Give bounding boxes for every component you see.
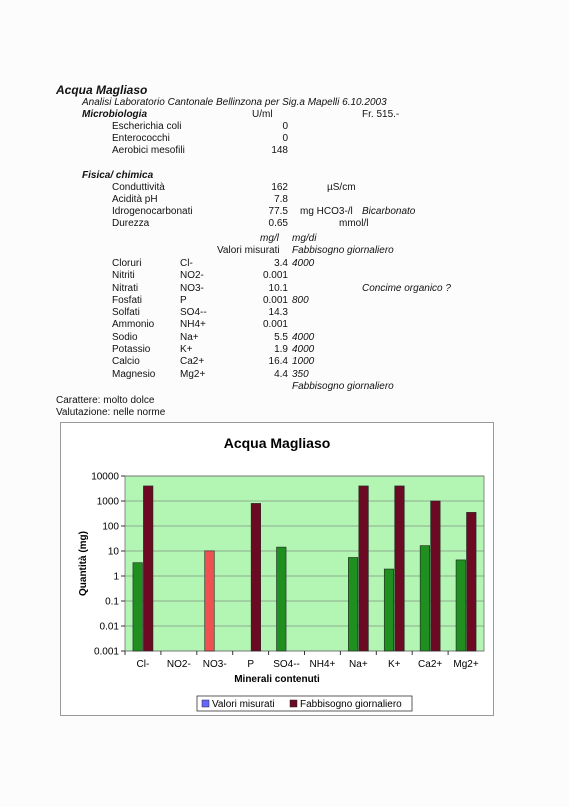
- x-axis-label: Minerali contenuti: [234, 674, 320, 685]
- x-tick-label: P: [247, 659, 254, 670]
- micro-row-name: Enterococchi: [112, 133, 170, 144]
- y-tick-label: 10000: [91, 471, 119, 483]
- ion-name: Solfati: [112, 307, 140, 318]
- ion-need: 4000: [292, 344, 315, 355]
- ion-symbol: SO4--: [180, 307, 207, 318]
- ion-symbol: P: [180, 295, 187, 306]
- fisica-row-note: Bicarbonato: [362, 206, 416, 217]
- price-label: Fr. 515.-: [362, 109, 400, 120]
- fisica-row-unit: mg HCO3-/l: [300, 206, 353, 217]
- y-tick-label: 1000: [96, 496, 119, 508]
- ion-need: 350: [292, 369, 309, 380]
- micro-row-value: 148: [271, 145, 288, 156]
- micro-row-value: 0: [282, 121, 288, 132]
- ion-name: Cloruri: [112, 258, 142, 269]
- y-tick-label: 10: [107, 546, 119, 558]
- bar-need: [143, 486, 153, 651]
- y-tick-label: 1: [113, 571, 119, 583]
- micro-row-value: 0: [282, 133, 288, 144]
- bar-measured: [133, 563, 143, 651]
- x-tick-label: NO2-: [166, 659, 191, 670]
- ion-name: Sodio: [112, 332, 138, 343]
- bar-measured: [205, 551, 215, 651]
- document-subtitle: Analisi Laboratorio Cantonale Bellinzona per Sig.a Mapelli 6.10.2003: [82, 97, 387, 108]
- plot-area: [125, 476, 484, 651]
- ion-name: Ammonio: [112, 319, 155, 330]
- chart-title: Acqua Magliaso: [223, 435, 331, 451]
- x-tick-label: Na+: [349, 659, 368, 670]
- fisica-row-unit: µS/cm: [327, 182, 356, 193]
- ion-need: 1000: [292, 356, 315, 367]
- fisica-row-name: Acidità pH: [112, 194, 158, 205]
- ion-symbol: Ca2+: [180, 356, 205, 367]
- bar-measured: [420, 546, 430, 651]
- legend-label-need: Fabbisogno giornaliero: [300, 699, 402, 710]
- micro-unit: U/ml: [252, 109, 273, 120]
- bar-measured: [277, 547, 287, 651]
- ion-symbol: NO3-: [180, 283, 204, 294]
- bar-need: [359, 486, 369, 651]
- x-tick-label: NO3-: [202, 659, 227, 670]
- bar-need: [395, 486, 405, 651]
- micro-row-name: Aerobici mesofili: [112, 145, 185, 156]
- ion-symbol: Na+: [180, 332, 199, 343]
- bar-measured: [348, 557, 358, 651]
- x-tick-label: SO4--: [273, 659, 300, 670]
- x-tick-label: NH4+: [309, 659, 336, 670]
- x-tick-label: Mg2+: [453, 659, 479, 670]
- fisica-row-unit: mmol/l: [339, 218, 369, 229]
- footer-need-label: Fabbisogno giornaliero: [292, 381, 394, 392]
- ion-symbol: Cl-: [180, 258, 193, 269]
- ion-name: Nitrati: [112, 283, 139, 294]
- fisica-row-value: 77.5: [268, 206, 288, 217]
- ion-name: Nitriti: [112, 270, 135, 281]
- x-tick-label: Ca2+: [418, 659, 443, 670]
- ion-symbol: Mg2+: [180, 369, 206, 380]
- bar-chart: [61, 423, 493, 715]
- fisica-row-name: Durezza: [112, 218, 150, 229]
- ion-value: 0.001: [262, 270, 288, 281]
- fisica-row-name: Conduttività: [112, 182, 165, 193]
- chart-container: [60, 422, 494, 716]
- legend-swatch-measured: [202, 700, 209, 707]
- fisica-row-value: 7.8: [274, 194, 288, 205]
- fisica-row-value: 0.65: [268, 218, 288, 229]
- ion-name: Fosfati: [112, 295, 143, 306]
- unit-mg-label: mg/l: [260, 233, 279, 244]
- ion-need: 800: [292, 295, 309, 306]
- ion-name: Calcio: [112, 356, 140, 367]
- bar-need: [467, 512, 477, 651]
- col-measured-header: Valori misurati: [217, 245, 280, 256]
- bar-measured: [384, 569, 394, 651]
- ion-symbol: NH4+: [180, 319, 206, 330]
- ion-name: Magnesio: [112, 369, 156, 380]
- ion-value: 14.3: [268, 307, 288, 318]
- bar-measured: [456, 560, 466, 651]
- bar-need: [431, 501, 441, 651]
- microbiologia-heading: Microbiologia: [82, 109, 147, 120]
- bar-need: [251, 503, 261, 651]
- y-tick-label: 0.1: [105, 596, 119, 608]
- ion-symbol: NO2-: [180, 270, 204, 281]
- legend-swatch-need: [290, 700, 297, 707]
- y-tick-label: 0.001: [93, 646, 119, 658]
- ion-value: 0.001: [262, 319, 288, 330]
- ion-note: Concime organico ?: [362, 283, 451, 294]
- micro-row-name: Escherichia coli: [112, 121, 182, 132]
- y-tick-label: 100: [102, 521, 119, 533]
- ion-value: 0.001: [262, 295, 288, 306]
- x-tick-label: Cl-: [136, 659, 150, 670]
- document-title: Acqua Magliaso: [56, 83, 148, 97]
- legend-label-measured: Valori misurati: [212, 699, 275, 710]
- x-tick-label: K+: [387, 659, 401, 670]
- unit-mgd-label: mg/di: [292, 233, 317, 244]
- ion-value: 3.4: [274, 258, 288, 269]
- ion-value: 4.4: [274, 369, 288, 380]
- ion-need: 4000: [292, 258, 315, 269]
- carattere-label: Carattere: molto dolce: [56, 395, 155, 406]
- fisica-row-name: Idrogenocarbonati: [112, 206, 193, 217]
- col-need-header: Fabbisogno giornaliero: [292, 245, 394, 256]
- valutazione-label: Valutazione: nelle norme: [56, 407, 166, 418]
- ion-value: 16.4: [268, 356, 288, 367]
- ion-symbol: K+: [180, 344, 193, 355]
- fisica-heading: Fisica/ chimica: [82, 170, 154, 181]
- y-axis-label: Quantità (mg): [78, 531, 89, 596]
- ion-value: 1.9: [274, 344, 288, 355]
- ion-value: 10.1: [268, 283, 288, 294]
- y-tick-label: 0.01: [99, 621, 119, 633]
- fisica-row-value: 162: [271, 182, 288, 193]
- ion-need: 4000: [292, 332, 315, 343]
- ion-name: Potassio: [112, 344, 151, 355]
- ion-value: 5.5: [274, 332, 288, 343]
